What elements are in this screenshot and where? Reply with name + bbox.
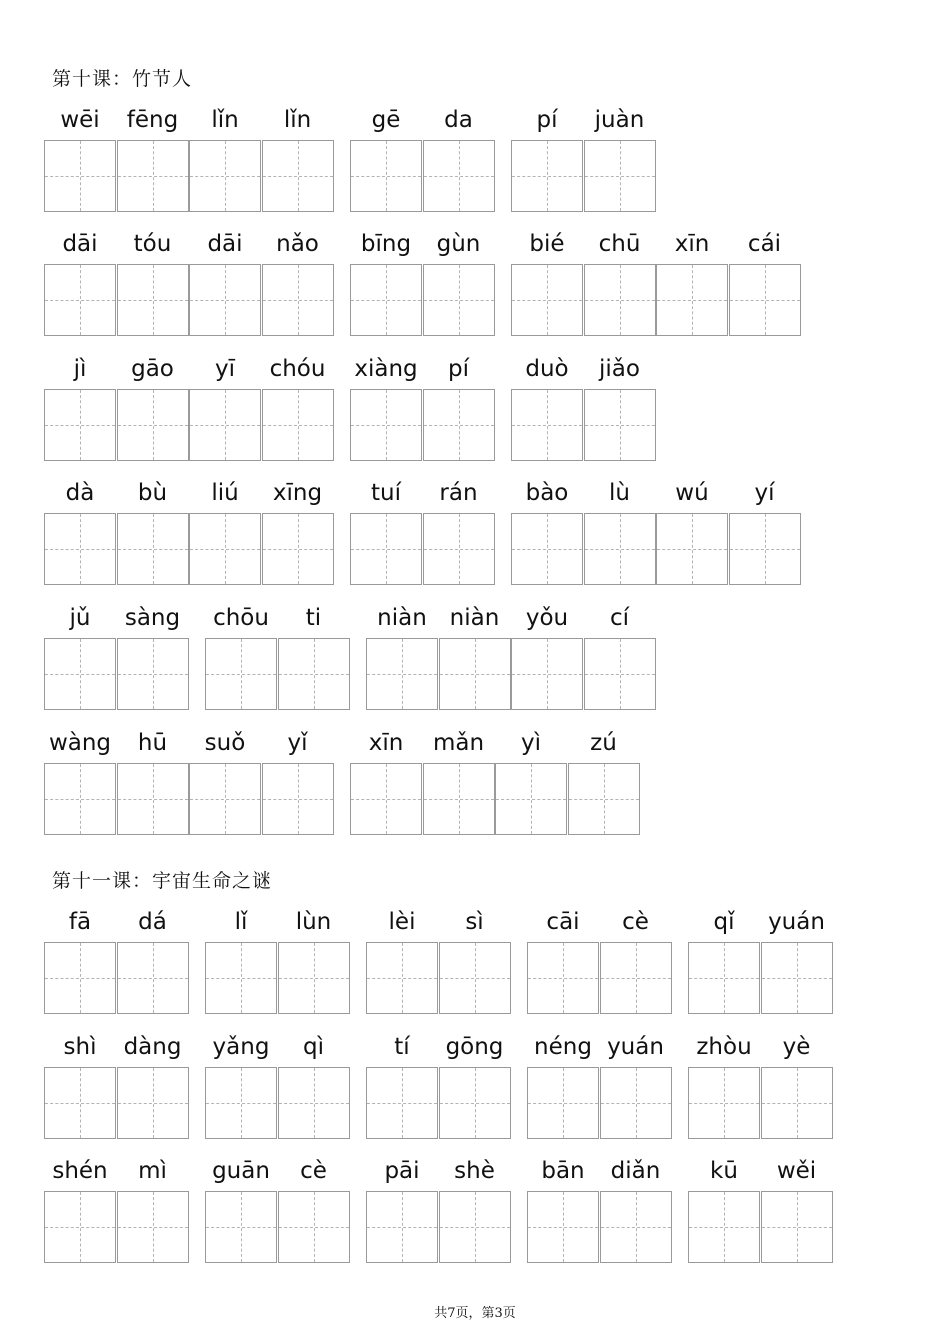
pinyin-label: cái <box>747 231 782 257</box>
writing-grid-box[interactable] <box>600 942 672 1014</box>
writing-grid-box[interactable] <box>117 942 189 1014</box>
pinyin-label: cè <box>300 1158 327 1184</box>
word-group <box>44 600 189 710</box>
writing-grid-box[interactable] <box>189 763 261 835</box>
writing-grid-box[interactable] <box>44 140 116 212</box>
pinyin-label: pí <box>536 107 558 133</box>
writing-grid-box[interactable] <box>511 513 583 585</box>
writing-grid-box[interactable] <box>189 264 261 336</box>
word-group <box>350 226 495 336</box>
pinyin-label: lǐ <box>234 909 248 935</box>
pinyin-label: dà <box>65 480 95 506</box>
writing-grid-box[interactable] <box>205 1067 277 1139</box>
writing-grid-box[interactable] <box>366 1191 438 1263</box>
word-group <box>44 102 334 212</box>
pinyin-label: gùn <box>436 231 481 257</box>
pinyin-label: nǎo <box>276 231 319 257</box>
writing-grid-box[interactable] <box>584 389 656 461</box>
word-group <box>44 904 189 1014</box>
pinyin-label: guān <box>212 1158 270 1184</box>
pinyin-label: kū <box>710 1158 738 1184</box>
pinyin-label: gōng <box>445 1034 504 1060</box>
writing-grid-box[interactable] <box>584 513 656 585</box>
pinyin-label: duò <box>525 356 569 382</box>
pinyin-label: fā <box>68 909 92 935</box>
word-group <box>205 1029 350 1139</box>
pinyin-label: fēng <box>126 107 179 133</box>
word-group <box>44 1153 189 1263</box>
writing-grid-box[interactable] <box>350 140 422 212</box>
writing-grid-box[interactable] <box>117 140 189 212</box>
writing-grid-box[interactable] <box>688 942 760 1014</box>
writing-grid-box[interactable] <box>262 763 334 835</box>
pinyin-label: xiàng <box>354 356 418 382</box>
pinyin-label: bié <box>529 231 565 257</box>
writing-grid-box[interactable] <box>423 140 495 212</box>
writing-grid-box[interactable] <box>656 513 728 585</box>
writing-grid-box[interactable] <box>511 638 583 710</box>
writing-grid-box[interactable] <box>117 763 189 835</box>
word-group <box>44 725 334 835</box>
writing-grid-box[interactable] <box>205 942 277 1014</box>
word-group <box>688 1029 833 1139</box>
pinyin-label: jiǎo <box>599 356 640 382</box>
writing-grid-box[interactable] <box>117 638 189 710</box>
word-group <box>527 1029 672 1139</box>
writing-grid-box[interactable] <box>423 763 495 835</box>
word-group <box>350 351 495 461</box>
writing-grid-box[interactable] <box>350 264 422 336</box>
writing-grid-box[interactable] <box>262 389 334 461</box>
writing-grid-box[interactable] <box>44 638 116 710</box>
writing-grid-box[interactable] <box>117 264 189 336</box>
word-group <box>350 725 640 835</box>
lesson-title: 第十一课：宇宙生命之谜 <box>52 870 273 892</box>
pinyin-label: zú <box>590 730 617 756</box>
page-footer: 共7页，第3页 <box>434 1306 516 1321</box>
pinyin-label: tuí <box>371 480 401 506</box>
pinyin-label: lǐn <box>211 107 239 133</box>
writing-grid-box[interactable] <box>350 513 422 585</box>
pinyin-label: shè <box>454 1158 495 1184</box>
pinyin-label: yǒu <box>525 605 569 631</box>
word-group <box>44 226 334 336</box>
pinyin-label: niàn <box>377 605 427 631</box>
writing-grid-box[interactable] <box>117 389 189 461</box>
writing-grid-box[interactable] <box>117 1067 189 1139</box>
pinyin-label: yǎng <box>212 1034 270 1060</box>
pinyin-label: qì <box>303 1034 324 1060</box>
pinyin-label: chōu <box>213 605 269 631</box>
writing-grid-box[interactable] <box>44 763 116 835</box>
writing-grid-box[interactable] <box>350 389 422 461</box>
pinyin-label: pí <box>448 356 469 382</box>
writing-grid-box[interactable] <box>761 942 833 1014</box>
writing-grid-box[interactable] <box>423 389 495 461</box>
pinyin-label: qǐ <box>713 909 735 935</box>
writing-grid-box[interactable] <box>584 140 656 212</box>
writing-grid-box[interactable] <box>600 1067 672 1139</box>
pinyin-label: dāi <box>207 231 243 257</box>
writing-grid-box[interactable] <box>278 1067 350 1139</box>
word-group <box>366 1029 511 1139</box>
pinyin-label: ti <box>305 605 322 631</box>
pinyin-label: yuán <box>607 1034 664 1060</box>
word-group <box>205 600 350 710</box>
pinyin-label: pāi <box>384 1158 420 1184</box>
word-group <box>527 904 672 1014</box>
writing-grid-box[interactable] <box>278 942 350 1014</box>
writing-grid-box[interactable] <box>205 638 277 710</box>
writing-grid-box[interactable] <box>44 1067 116 1139</box>
pinyin-label: wàng <box>48 730 112 756</box>
pinyin-label: yè <box>782 1034 811 1060</box>
writing-grid-box[interactable] <box>262 140 334 212</box>
word-group <box>366 1153 511 1263</box>
word-group <box>44 351 334 461</box>
pinyin-label: lǐn <box>283 107 312 133</box>
writing-grid-box[interactable] <box>262 513 334 585</box>
writing-grid-box[interactable] <box>366 638 438 710</box>
pinyin-label: jì <box>73 356 87 382</box>
word-group <box>511 475 801 585</box>
writing-grid-box[interactable] <box>568 763 640 835</box>
pinyin-label: mǎn <box>432 730 485 756</box>
pinyin-label: yì <box>520 730 541 756</box>
writing-grid-box[interactable] <box>584 638 656 710</box>
writing-grid-box[interactable] <box>366 1067 438 1139</box>
pinyin-label: sàng <box>124 605 181 631</box>
pinyin-label: chū <box>598 231 641 257</box>
writing-grid-box[interactable] <box>44 942 116 1014</box>
pinyin-label: xīn <box>368 730 404 756</box>
writing-grid-box[interactable] <box>688 1067 760 1139</box>
pinyin-label: suǒ <box>204 730 246 756</box>
pinyin-label: yǐ <box>287 730 308 756</box>
word-group <box>688 1153 833 1263</box>
pinyin-label: bīng <box>360 231 412 257</box>
pinyin-label: bù <box>137 480 168 506</box>
pinyin-label: bào <box>525 480 569 506</box>
pinyin-label: zhòu <box>696 1034 752 1060</box>
writing-grid-box[interactable] <box>423 264 495 336</box>
writing-grid-box[interactable] <box>44 264 116 336</box>
writing-grid-box[interactable] <box>688 1191 760 1263</box>
pinyin-label: yuán <box>768 909 825 935</box>
word-group <box>511 351 656 461</box>
writing-grid-box[interactable] <box>423 513 495 585</box>
pinyin-label: yī <box>214 356 235 382</box>
pinyin-label: liú <box>211 480 239 506</box>
pinyin-label: diǎn <box>610 1158 661 1184</box>
writing-grid-box[interactable] <box>656 264 728 336</box>
writing-grid-box[interactable] <box>527 942 599 1014</box>
lesson-title: 第十课：竹节人 <box>52 68 193 90</box>
pinyin-label: tí <box>394 1034 410 1060</box>
writing-grid-box[interactable] <box>350 763 422 835</box>
writing-grid-box[interactable] <box>600 1191 672 1263</box>
writing-grid-box[interactable] <box>439 1067 511 1139</box>
writing-grid-box[interactable] <box>527 1191 599 1263</box>
pinyin-label: dāi <box>62 231 98 257</box>
pinyin-label: wú <box>675 480 709 506</box>
writing-grid-box[interactable] <box>439 942 511 1014</box>
word-group <box>350 102 495 212</box>
pinyin-label: sì <box>465 909 484 935</box>
word-group <box>366 904 511 1014</box>
writing-grid-box[interactable] <box>511 264 583 336</box>
pinyin-label: cí <box>609 605 630 631</box>
word-group <box>527 1153 672 1263</box>
writing-grid-box[interactable] <box>117 1191 189 1263</box>
pinyin-label: chóu <box>269 356 326 382</box>
writing-grid-box[interactable] <box>189 513 261 585</box>
pinyin-label: lù <box>609 480 630 506</box>
writing-grid-box[interactable] <box>117 513 189 585</box>
writing-grid-box[interactable] <box>205 1191 277 1263</box>
pinyin-label: niàn <box>449 605 500 631</box>
pinyin-label: shì <box>63 1034 97 1060</box>
writing-grid-box[interactable] <box>366 942 438 1014</box>
word-group <box>511 102 656 212</box>
pinyin-label: shén <box>52 1158 108 1184</box>
word-group <box>205 1153 350 1263</box>
pinyin-label: lùn <box>295 909 332 935</box>
writing-grid-box[interactable] <box>439 638 511 710</box>
pinyin-label: wěi <box>776 1158 817 1184</box>
writing-grid-box[interactable] <box>44 1191 116 1263</box>
pinyin-label: rán <box>439 480 478 506</box>
pinyin-label: da <box>444 107 473 133</box>
pinyin-label: néng <box>534 1034 592 1060</box>
pinyin-label: cāi <box>546 909 580 935</box>
word-group <box>205 904 350 1014</box>
pinyin-label: tóu <box>133 231 172 257</box>
pinyin-label: jǔ <box>69 605 91 631</box>
pinyin-label: dàng <box>123 1034 182 1060</box>
writing-grid-box[interactable] <box>278 638 350 710</box>
writing-grid-box[interactable] <box>729 264 801 336</box>
pinyin-label: lèi <box>388 909 416 935</box>
word-group <box>44 1029 189 1139</box>
pinyin-label: yí <box>754 480 775 506</box>
pinyin-label: xīn <box>674 231 710 257</box>
pinyin-label: hū <box>137 730 168 756</box>
writing-grid-box[interactable] <box>189 389 261 461</box>
writing-grid-box[interactable] <box>262 264 334 336</box>
word-group <box>44 475 334 585</box>
writing-grid-box[interactable] <box>761 1191 833 1263</box>
writing-grid-box[interactable] <box>511 140 583 212</box>
writing-grid-box[interactable] <box>44 389 116 461</box>
writing-grid-box[interactable] <box>278 1191 350 1263</box>
pinyin-label: wēi <box>60 107 100 133</box>
pinyin-label: xīng <box>272 480 323 506</box>
pinyin-label: dá <box>138 909 167 935</box>
writing-grid-box[interactable] <box>439 1191 511 1263</box>
writing-grid-box[interactable] <box>584 264 656 336</box>
pinyin-label: gē <box>371 107 401 133</box>
word-group <box>511 226 801 336</box>
pinyin-label: mì <box>138 1158 167 1184</box>
writing-grid-box[interactable] <box>44 513 116 585</box>
pinyin-label: gāo <box>131 356 174 382</box>
pinyin-label: cè <box>622 909 649 935</box>
word-group <box>350 475 495 585</box>
writing-grid-box[interactable] <box>189 140 261 212</box>
pinyin-label: juàn <box>594 107 645 133</box>
writing-grid-box[interactable] <box>761 1067 833 1139</box>
word-group <box>366 600 656 710</box>
writing-grid-box[interactable] <box>511 389 583 461</box>
word-group <box>688 904 833 1014</box>
writing-grid-box[interactable] <box>729 513 801 585</box>
writing-grid-box[interactable] <box>495 763 567 835</box>
writing-grid-box[interactable] <box>527 1067 599 1139</box>
pinyin-label: bān <box>541 1158 585 1184</box>
